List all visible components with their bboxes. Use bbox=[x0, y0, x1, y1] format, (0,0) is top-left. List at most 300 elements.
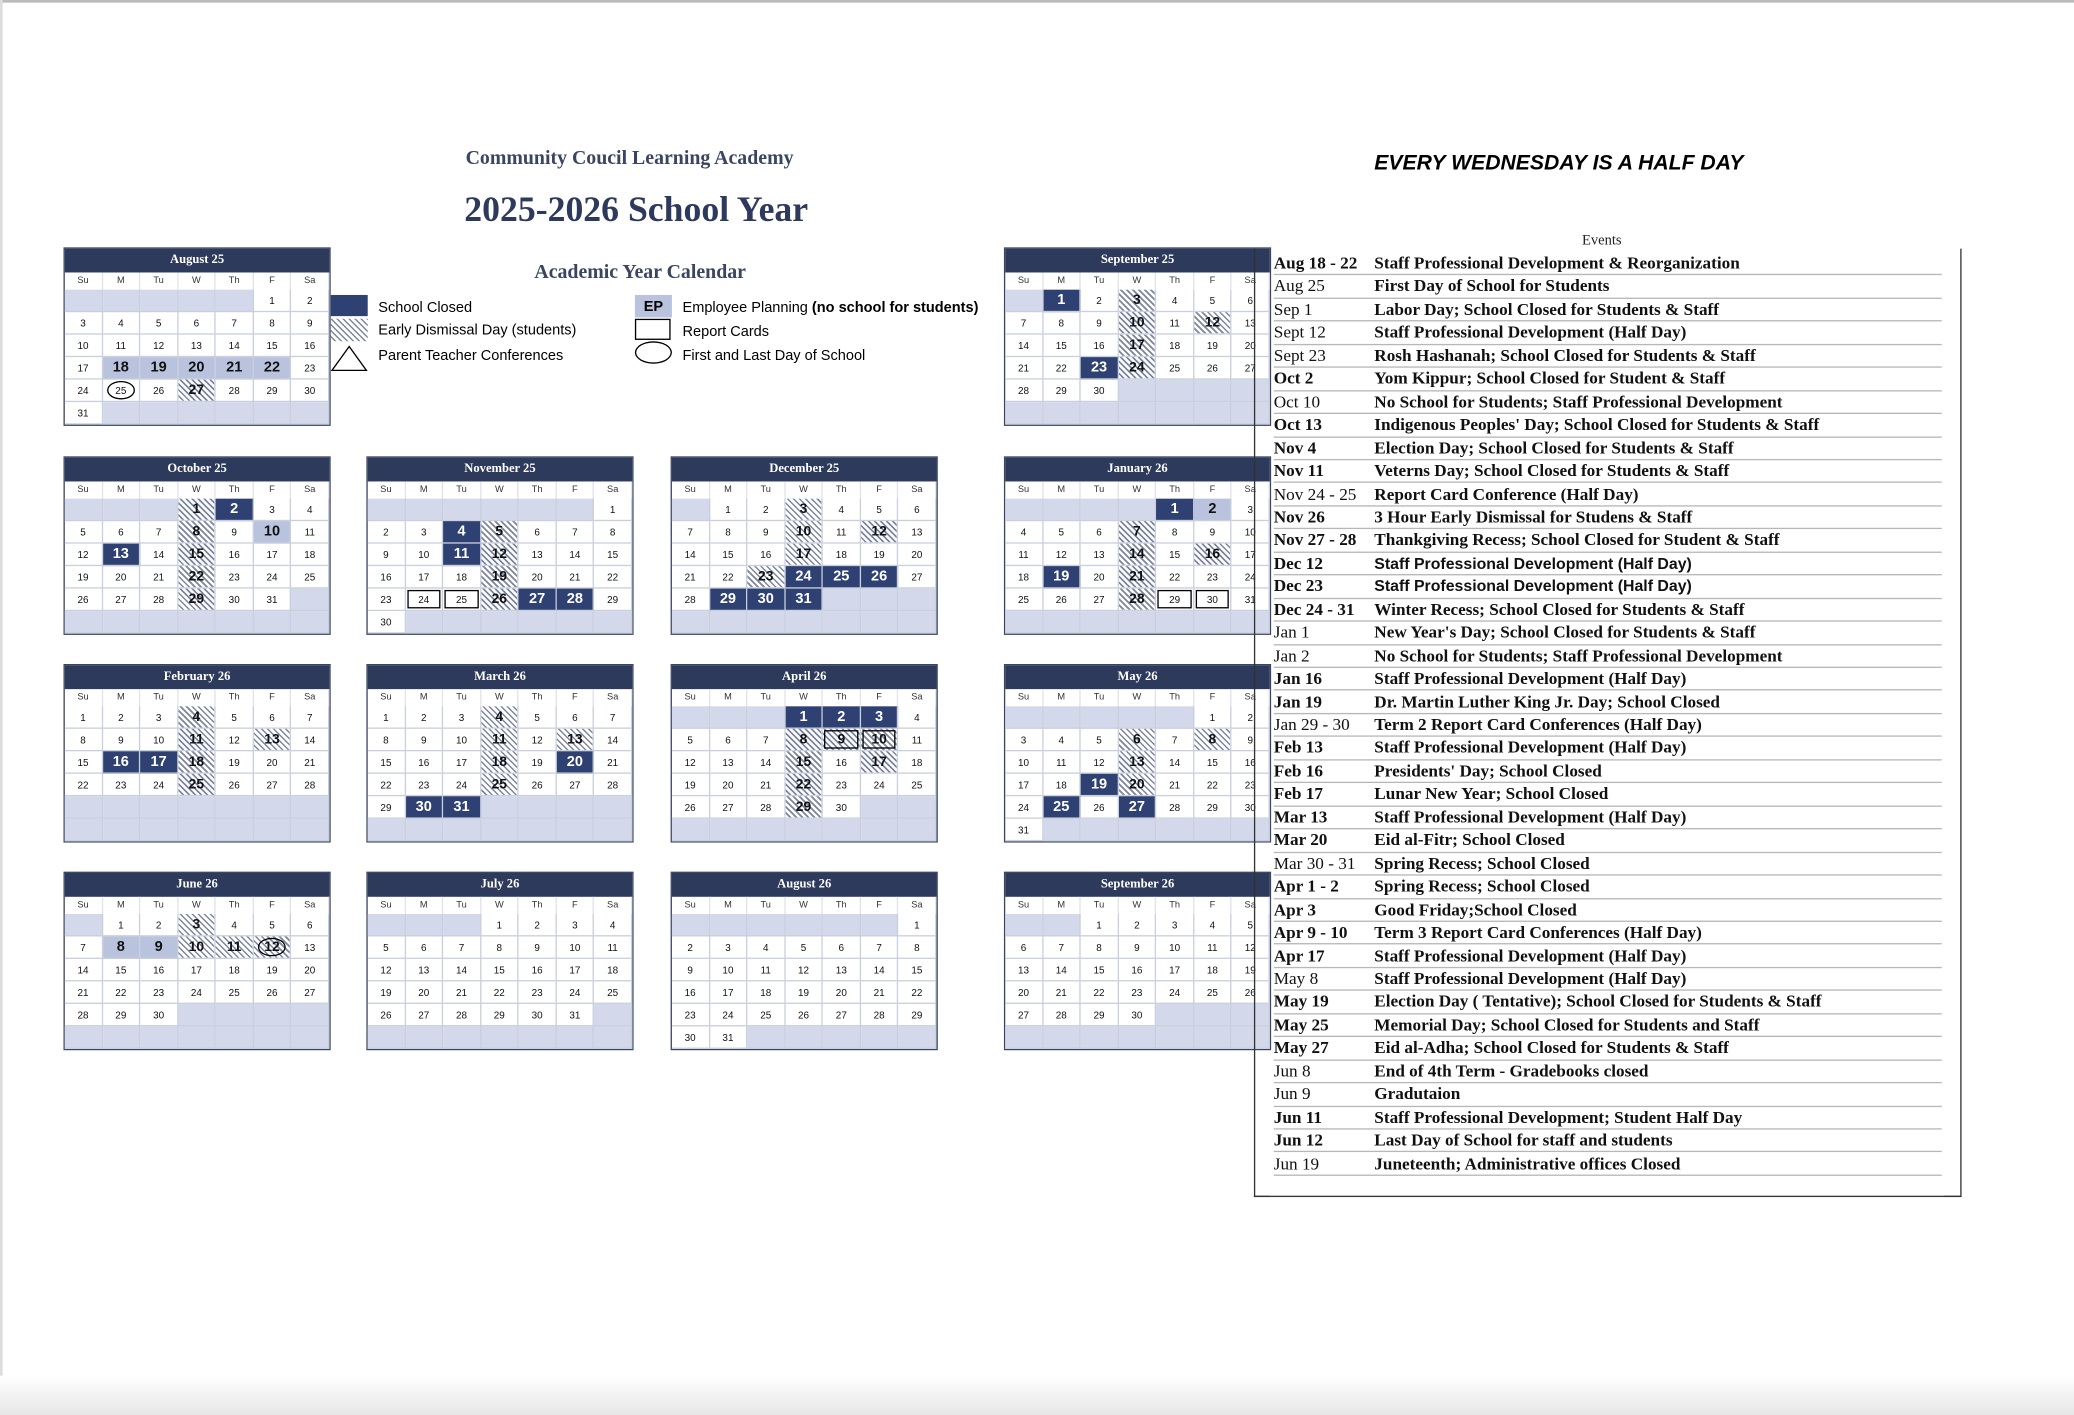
day-cell: 8 bbox=[368, 729, 406, 751]
day-grid bbox=[368, 914, 633, 1049]
day-cell: 30 bbox=[1194, 589, 1232, 611]
event-row bbox=[1274, 967, 1942, 991]
day-cell: 21 bbox=[1043, 981, 1081, 1003]
day-cell: 20 bbox=[1005, 981, 1043, 1003]
day-cell: 19 bbox=[140, 357, 178, 379]
day-cell: 6 bbox=[405, 936, 443, 958]
event-row bbox=[1274, 367, 1942, 391]
empty-day-cell bbox=[65, 290, 103, 312]
day-cell: 29 bbox=[1194, 796, 1232, 818]
month-title: September 25 bbox=[1005, 249, 1270, 273]
day-cell: 22 bbox=[368, 774, 406, 796]
empty-day-cell bbox=[1119, 819, 1157, 841]
event-date: Oct 13 bbox=[1273, 414, 1322, 435]
weekday-label: Th bbox=[216, 272, 254, 289]
event-date: Jun 11 bbox=[1273, 1106, 1323, 1127]
month-title: April 26 bbox=[672, 665, 937, 689]
weekday-label: Th bbox=[519, 897, 557, 914]
empty-day-cell bbox=[292, 611, 330, 633]
day-cell: 4 bbox=[443, 521, 481, 543]
day-cell: 25 bbox=[443, 589, 481, 611]
day-grid bbox=[1005, 290, 1270, 425]
weekday-label: Su bbox=[672, 897, 710, 914]
day-cell: 28 bbox=[65, 1004, 103, 1026]
day-cell: 25 bbox=[594, 981, 632, 1003]
day-cell: 10 bbox=[710, 959, 748, 981]
day-cell: 23 bbox=[1232, 774, 1270, 796]
empty-day-cell bbox=[748, 706, 786, 728]
day-cell: 3 bbox=[443, 706, 481, 728]
day-cell: 24 bbox=[254, 566, 292, 588]
weekday-label: F bbox=[557, 481, 595, 498]
day-cell: 11 bbox=[823, 521, 861, 543]
weekday-label: Su bbox=[1005, 897, 1043, 914]
page-title: 2025-2026 School Year bbox=[464, 189, 809, 229]
weekday-label: M bbox=[710, 481, 748, 498]
empty-day-cell bbox=[65, 611, 103, 633]
day-cell: 29 bbox=[103, 1004, 141, 1026]
day-cell: 1 bbox=[710, 499, 748, 521]
day-cell: 22 bbox=[254, 357, 292, 379]
empty-day-cell bbox=[1043, 499, 1081, 521]
day-cell: 14 bbox=[1043, 959, 1081, 981]
weekday-header bbox=[368, 689, 633, 706]
day-cell: 28 bbox=[292, 774, 330, 796]
day-cell: 19 bbox=[1194, 335, 1232, 357]
weekday-label: Tu bbox=[1081, 272, 1119, 289]
day-cell: 16 bbox=[140, 959, 178, 981]
legend-closed-swatch bbox=[331, 295, 368, 316]
day-cell: 17 bbox=[254, 544, 292, 566]
day-cell: 31 bbox=[443, 796, 481, 818]
day-cell: 29 bbox=[1156, 589, 1194, 611]
month-title: March 26 bbox=[368, 665, 633, 689]
day-cell: 9 bbox=[519, 936, 557, 958]
day-cell: 30 bbox=[1232, 796, 1270, 818]
day-cell: 9 bbox=[292, 312, 330, 334]
empty-day-cell bbox=[254, 796, 292, 818]
day-cell: 16 bbox=[1194, 544, 1232, 566]
day-cell: 13 bbox=[823, 959, 861, 981]
day-cell: 18 bbox=[1043, 774, 1081, 796]
day-cell: 7 bbox=[1043, 936, 1081, 958]
empty-day-cell bbox=[178, 1004, 216, 1026]
weekday-label: Su bbox=[65, 481, 103, 498]
day-cell: 14 bbox=[1005, 335, 1043, 357]
day-cell: 10 bbox=[65, 335, 103, 357]
day-cell: 28 bbox=[557, 589, 595, 611]
day-cell: 12 bbox=[1081, 751, 1119, 773]
day-cell: 16 bbox=[292, 335, 330, 357]
empty-day-cell bbox=[519, 796, 557, 818]
day-cell: 27 bbox=[1081, 589, 1119, 611]
empty-day-cell bbox=[481, 819, 519, 841]
day-cell: 9 bbox=[1119, 936, 1157, 958]
event-description: End of 4th Term - Gradebooks closed bbox=[1374, 1060, 1649, 1081]
empty-day-cell bbox=[178, 1026, 216, 1048]
day-cell: 14 bbox=[861, 959, 899, 981]
event-date: Nov 27 - 28 bbox=[1273, 529, 1357, 550]
day-cell: 28 bbox=[672, 589, 710, 611]
day-cell: 2 bbox=[292, 290, 330, 312]
day-cell: 20 bbox=[292, 959, 330, 981]
day-cell: 10 bbox=[1232, 521, 1270, 543]
empty-day-cell bbox=[178, 290, 216, 312]
weekday-label: W bbox=[481, 897, 519, 914]
empty-day-cell bbox=[899, 589, 937, 611]
event-date: Mar 20 bbox=[1273, 829, 1328, 850]
empty-day-cell bbox=[519, 499, 557, 521]
day-cell: 18 bbox=[899, 751, 937, 773]
day-cell: 13 bbox=[557, 729, 595, 751]
weekday-label: Sa bbox=[292, 897, 330, 914]
day-cell: 26 bbox=[1232, 981, 1270, 1003]
empty-day-cell bbox=[748, 819, 786, 841]
day-cell: 9 bbox=[1232, 729, 1270, 751]
weekday-label: W bbox=[178, 689, 216, 706]
day-cell: 19 bbox=[216, 751, 254, 773]
weekday-label: F bbox=[557, 689, 595, 706]
event-date: Jun 12 bbox=[1273, 1129, 1323, 1150]
event-description: Staff Professional Development (Half Day) bbox=[1374, 668, 1687, 688]
day-cell: 7 bbox=[1005, 312, 1043, 334]
empty-day-cell bbox=[861, 796, 899, 818]
weekday-label: W bbox=[785, 897, 823, 914]
event-description: Spring Recess; School Closed bbox=[1374, 852, 1590, 873]
day-cell: 2 bbox=[140, 914, 178, 936]
day-cell: 5 bbox=[861, 499, 899, 521]
day-cell: 8 bbox=[1194, 729, 1232, 751]
day-cell: 18 bbox=[1194, 959, 1232, 981]
day-cell: 24 bbox=[861, 774, 899, 796]
weekday-label: Tu bbox=[1081, 897, 1119, 914]
day-cell: 21 bbox=[748, 774, 786, 796]
empty-day-cell bbox=[861, 1026, 899, 1048]
day-cell: 7 bbox=[140, 521, 178, 543]
day-cell: 28 bbox=[748, 796, 786, 818]
weekday-label: F bbox=[861, 481, 899, 498]
empty-day-cell bbox=[292, 819, 330, 841]
day-cell: 2 bbox=[103, 706, 141, 728]
empty-day-cell bbox=[899, 1026, 937, 1048]
day-cell: 20 bbox=[557, 751, 595, 773]
empty-day-cell bbox=[594, 796, 632, 818]
day-cell: 15 bbox=[1081, 959, 1119, 981]
day-cell: 26 bbox=[672, 796, 710, 818]
legend-ep-label: Employee Planning (no school for students) bbox=[682, 300, 979, 317]
day-grid bbox=[368, 706, 633, 841]
day-grid bbox=[672, 914, 937, 1049]
weekday-label: Tu bbox=[140, 689, 178, 706]
day-grid bbox=[368, 499, 633, 634]
weekday-label: Sa bbox=[1232, 481, 1270, 498]
event-row bbox=[1274, 921, 1942, 945]
day-cell: 12 bbox=[368, 959, 406, 981]
event-description: Last Day of School for staff and students bbox=[1374, 1129, 1673, 1150]
empty-day-cell bbox=[785, 819, 823, 841]
day-cell: 3 bbox=[1005, 729, 1043, 751]
day-cell: 19 bbox=[861, 544, 899, 566]
day-cell: 21 bbox=[594, 751, 632, 773]
day-cell: 16 bbox=[748, 544, 786, 566]
day-cell: 9 bbox=[103, 729, 141, 751]
weekday-label: M bbox=[710, 897, 748, 914]
day-cell: 2 bbox=[1232, 706, 1270, 728]
day-cell: 12 bbox=[254, 936, 292, 958]
day-cell: 2 bbox=[672, 936, 710, 958]
event-description: New Year's Day; School Closed for Students & Staff bbox=[1374, 621, 1756, 642]
day-cell: 26 bbox=[861, 566, 899, 588]
day-cell: 17 bbox=[557, 959, 595, 981]
day-cell: 19 bbox=[519, 751, 557, 773]
empty-day-cell bbox=[1005, 290, 1043, 312]
day-cell: 9 bbox=[1194, 521, 1232, 543]
event-row bbox=[1274, 805, 1942, 829]
empty-day-cell bbox=[1081, 1026, 1119, 1048]
day-cell: 15 bbox=[899, 959, 937, 981]
day-cell: 22 bbox=[1156, 566, 1194, 588]
month-title: September 26 bbox=[1005, 873, 1270, 897]
event-description: Memorial Day; School Closed for Students and Staff bbox=[1374, 1014, 1760, 1035]
day-cell: 19 bbox=[481, 566, 519, 588]
day-cell: 26 bbox=[1194, 357, 1232, 379]
day-cell: 29 bbox=[710, 589, 748, 611]
event-description: Rosh Hashanah; School Closed for Students & Staff bbox=[1374, 344, 1756, 365]
day-cell: 3 bbox=[65, 312, 103, 334]
weekday-header bbox=[1005, 897, 1270, 914]
day-cell: 4 bbox=[899, 706, 937, 728]
legend-ptc-label: Parent Teacher Conferences bbox=[378, 347, 564, 364]
empty-day-cell bbox=[1194, 1004, 1232, 1026]
month-title: July 26 bbox=[368, 873, 633, 897]
day-cell: 15 bbox=[594, 544, 632, 566]
weekday-label: Th bbox=[519, 481, 557, 498]
day-cell: 16 bbox=[1119, 959, 1157, 981]
event-date: Nov 4 bbox=[1273, 437, 1317, 458]
day-cell: 3 bbox=[557, 914, 595, 936]
day-cell: 28 bbox=[140, 589, 178, 611]
empty-day-cell bbox=[216, 290, 254, 312]
month-october-25 bbox=[63, 456, 330, 635]
weekday-label: F bbox=[1194, 481, 1232, 498]
triangle-icon bbox=[329, 344, 369, 373]
day-cell: 26 bbox=[65, 589, 103, 611]
empty-day-cell bbox=[1081, 499, 1119, 521]
day-cell: 29 bbox=[785, 796, 823, 818]
empty-day-cell bbox=[65, 819, 103, 841]
event-date: Jan 29 - 30 bbox=[1273, 714, 1350, 735]
empty-day-cell bbox=[1005, 499, 1043, 521]
empty-day-cell bbox=[1005, 1026, 1043, 1048]
day-cell: 23 bbox=[292, 357, 330, 379]
day-cell: 11 bbox=[1043, 751, 1081, 773]
day-cell: 27 bbox=[710, 796, 748, 818]
event-date: Feb 13 bbox=[1273, 737, 1323, 758]
event-date: Nov 11 bbox=[1273, 460, 1324, 481]
day-cell: 2 bbox=[405, 706, 443, 728]
day-cell: 9 bbox=[672, 959, 710, 981]
empty-day-cell bbox=[292, 1004, 330, 1026]
day-cell: 3 bbox=[254, 499, 292, 521]
month-title: May 26 bbox=[1005, 665, 1270, 689]
day-cell: 4 bbox=[178, 706, 216, 728]
weekday-label: M bbox=[103, 897, 141, 914]
day-cell: 14 bbox=[443, 959, 481, 981]
day-cell: 5 bbox=[1043, 521, 1081, 543]
day-cell: 24 bbox=[1005, 796, 1043, 818]
event-description: Lunar New Year; School Closed bbox=[1374, 783, 1609, 804]
event-date: Aug 25 bbox=[1273, 275, 1325, 296]
day-cell: 12 bbox=[481, 544, 519, 566]
day-cell: 14 bbox=[557, 544, 595, 566]
weekday-header bbox=[1005, 272, 1270, 289]
day-cell: 19 bbox=[1043, 566, 1081, 588]
day-cell: 2 bbox=[1081, 290, 1119, 312]
day-cell: 27 bbox=[405, 1004, 443, 1026]
day-cell: 12 bbox=[140, 335, 178, 357]
day-cell: 17 bbox=[1232, 544, 1270, 566]
ep-code: EP bbox=[643, 298, 664, 315]
weekday-label: F bbox=[557, 897, 595, 914]
day-cell: 18 bbox=[292, 544, 330, 566]
day-cell: 19 bbox=[785, 981, 823, 1003]
event-row bbox=[1274, 1082, 1942, 1106]
empty-day-cell bbox=[1156, 402, 1194, 424]
day-cell: 5 bbox=[216, 706, 254, 728]
day-cell: 16 bbox=[1081, 335, 1119, 357]
weekday-label: W bbox=[1119, 689, 1157, 706]
month-july-26 bbox=[366, 872, 633, 1051]
empty-day-cell bbox=[254, 1026, 292, 1048]
weekday-label: W bbox=[785, 689, 823, 706]
day-cell: 21 bbox=[861, 981, 899, 1003]
day-cell: 19 bbox=[1081, 774, 1119, 796]
event-date: Sept 12 bbox=[1273, 321, 1326, 342]
event-date: Jun 19 bbox=[1273, 1152, 1320, 1173]
event-description: Spring Recess; School Closed bbox=[1374, 875, 1590, 896]
weekday-label: Su bbox=[65, 897, 103, 914]
day-cell: 12 bbox=[1043, 544, 1081, 566]
day-cell: 22 bbox=[1194, 774, 1232, 796]
day-cell: 6 bbox=[823, 936, 861, 958]
weekday-label: Su bbox=[672, 689, 710, 706]
event-description: Staff Professional Development (Half Day) bbox=[1374, 554, 1692, 573]
month-december-25 bbox=[671, 456, 938, 635]
month-september-26 bbox=[1004, 872, 1271, 1051]
empty-day-cell bbox=[481, 796, 519, 818]
day-cell: 15 bbox=[481, 959, 519, 981]
event-date: May 19 bbox=[1273, 991, 1329, 1012]
event-date: May 25 bbox=[1273, 1014, 1329, 1035]
day-cell: 13 bbox=[1119, 751, 1157, 773]
event-description: Staff Professional Development & Reorganization bbox=[1374, 252, 1740, 273]
weekday-label: W bbox=[178, 272, 216, 289]
day-grid bbox=[1005, 914, 1270, 1049]
day-cell: 8 bbox=[710, 521, 748, 543]
empty-day-cell bbox=[1043, 819, 1081, 841]
event-description: Eid al-Fitr; School Closed bbox=[1374, 829, 1565, 850]
day-cell: 28 bbox=[1043, 1004, 1081, 1026]
day-cell: 11 bbox=[481, 729, 519, 751]
day-cell: 8 bbox=[899, 936, 937, 958]
day-cell: 21 bbox=[672, 566, 710, 588]
event-date: Mar 13 bbox=[1273, 806, 1328, 827]
day-cell: 24 bbox=[178, 981, 216, 1003]
day-cell: 10 bbox=[557, 936, 595, 958]
day-cell: 25 bbox=[1194, 981, 1232, 1003]
day-cell: 5 bbox=[1194, 290, 1232, 312]
weekday-header bbox=[368, 897, 633, 914]
empty-day-cell bbox=[861, 611, 899, 633]
weekday-label: Sa bbox=[899, 689, 937, 706]
weekday-label: Tu bbox=[748, 689, 786, 706]
day-cell: 9 bbox=[140, 936, 178, 958]
day-cell: 23 bbox=[672, 1004, 710, 1026]
empty-day-cell bbox=[443, 1026, 481, 1048]
day-cell: 20 bbox=[1232, 335, 1270, 357]
event-row bbox=[1274, 759, 1942, 783]
month-title: February 26 bbox=[65, 665, 330, 689]
event-description: Juneteenth; Administrative offices Closed bbox=[1374, 1152, 1681, 1173]
day-cell: 4 bbox=[1156, 290, 1194, 312]
day-cell: 3 bbox=[405, 521, 443, 543]
empty-day-cell bbox=[1043, 1026, 1081, 1048]
day-cell: 13 bbox=[899, 521, 937, 543]
empty-day-cell bbox=[899, 819, 937, 841]
day-cell: 7 bbox=[861, 936, 899, 958]
weekday-label: Th bbox=[1156, 689, 1194, 706]
empty-day-cell bbox=[1081, 819, 1119, 841]
month-august-25 bbox=[63, 247, 330, 426]
event-row bbox=[1274, 828, 1942, 852]
weekday-label: Tu bbox=[443, 689, 481, 706]
event-description: Report Card Conference (Half Day) bbox=[1374, 483, 1639, 504]
day-cell: 4 bbox=[292, 499, 330, 521]
empty-day-cell bbox=[481, 1026, 519, 1048]
day-cell: 24 bbox=[1232, 566, 1270, 588]
weekday-label: M bbox=[405, 481, 443, 498]
day-cell: 22 bbox=[1043, 357, 1081, 379]
day-grid bbox=[65, 706, 330, 841]
empty-day-cell bbox=[785, 1026, 823, 1048]
day-cell: 16 bbox=[823, 751, 861, 773]
empty-day-cell bbox=[710, 706, 748, 728]
event-row bbox=[1274, 436, 1942, 460]
day-cell: 23 bbox=[1119, 981, 1157, 1003]
event-description: Dr. Martin Luther King Jr. Day; School Closed bbox=[1374, 691, 1720, 712]
event-date: Oct 10 bbox=[1273, 391, 1321, 411]
day-cell: 12 bbox=[1232, 936, 1270, 958]
day-cell: 6 bbox=[254, 706, 292, 728]
empty-day-cell bbox=[519, 1026, 557, 1048]
event-date: Nov 26 bbox=[1273, 506, 1325, 527]
day-cell: 27 bbox=[292, 981, 330, 1003]
weekday-header bbox=[672, 689, 937, 706]
empty-day-cell bbox=[178, 796, 216, 818]
day-cell: 18 bbox=[178, 751, 216, 773]
weekday-label: W bbox=[1119, 272, 1157, 289]
empty-day-cell bbox=[1081, 611, 1119, 633]
empty-day-cell bbox=[1043, 914, 1081, 936]
month-title: August 25 bbox=[65, 249, 330, 273]
day-cell: 30 bbox=[140, 1004, 178, 1026]
day-cell: 13 bbox=[178, 335, 216, 357]
weekday-label: Th bbox=[216, 481, 254, 498]
day-cell: 11 bbox=[1194, 936, 1232, 958]
empty-day-cell bbox=[254, 819, 292, 841]
event-description: No School for Students; Staff Professional Development bbox=[1374, 391, 1783, 411]
day-cell: 5 bbox=[254, 914, 292, 936]
